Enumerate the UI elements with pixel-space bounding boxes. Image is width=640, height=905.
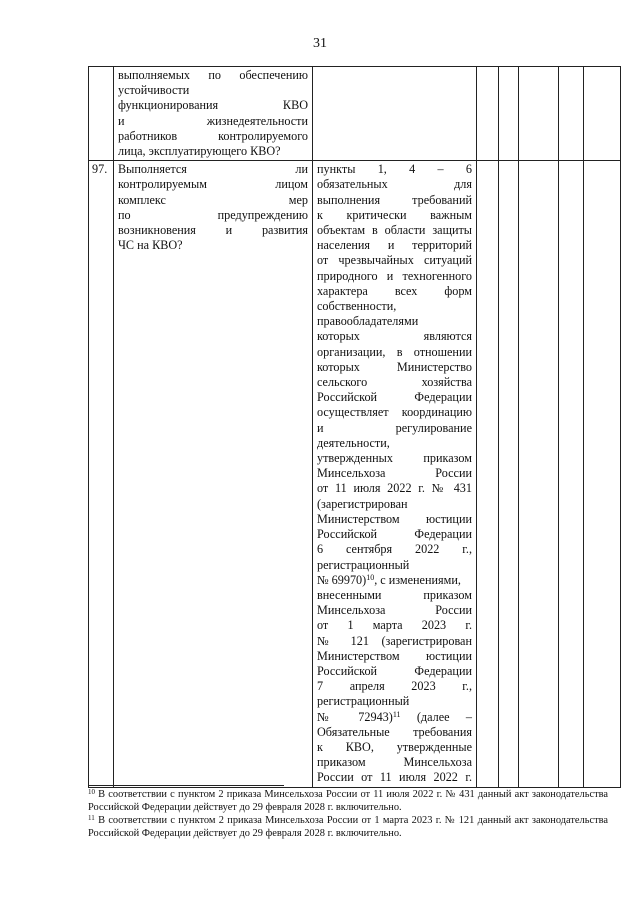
question-line: и жизнедеятельности: [118, 113, 308, 128]
question-line: выполняемых по обеспечению: [118, 68, 308, 82]
reference-cell: [559, 67, 584, 161]
table-row: [89, 67, 621, 161]
requisites-line: 6 сентября 2022 г.,: [317, 542, 472, 557]
requisites-line: [317, 710, 472, 725]
question-line: функционирования КВО: [118, 98, 308, 113]
footnote-mark: 10: [366, 572, 375, 582]
act-reference: № 69970): [317, 572, 367, 587]
requisites-line: от 1 марта 2023 г.: [317, 618, 472, 633]
requisites-line: регистрационный: [317, 694, 410, 709]
requisites-line: Российской Федерации: [317, 527, 472, 542]
footnote: [88, 788, 608, 814]
requisites-line: Министерством юстиции: [317, 648, 472, 663]
requisites-line: от 11 июля 2022 г. № 431: [317, 481, 472, 496]
requisites-line: выполнения требований: [317, 192, 472, 207]
requisites-line: внесенными приказом: [317, 587, 472, 602]
requisites-line: утвержденных приказом: [317, 451, 472, 466]
reference-cell: [559, 161, 584, 787]
question-line: Выполняется ли: [118, 162, 308, 177]
question-line: возникновения и развития: [118, 223, 308, 238]
requisites-line: 7 апреля 2023 г.,: [317, 679, 472, 694]
requisites-line: обязательных для: [317, 177, 472, 192]
requisites-line: (зарегистрирован: [317, 496, 408, 511]
question-line: контролируемым лицом: [118, 177, 308, 192]
footnote-mark: 10: [88, 788, 95, 796]
requisites-line: Министерством юстиции: [317, 511, 472, 526]
requisites-line: которых являются: [317, 329, 472, 344]
act-reference-tail: , с изменениями,: [374, 572, 461, 587]
requisites-line: которых Министерство: [317, 359, 472, 374]
requisites-line: Минсельхоза России: [317, 466, 472, 481]
requisites-block-3: [317, 725, 472, 786]
requisites-line: правообладателями: [317, 314, 419, 329]
question-line: ЧС на КВО?: [118, 238, 183, 253]
question-line: работников контролируемого: [118, 128, 308, 143]
question-line: лица, эксплуатирующего КВО?: [118, 144, 281, 159]
requisites-line: Российской Федерации: [317, 390, 472, 405]
row-number: 97.: [92, 162, 108, 177]
checklist-table: [88, 66, 621, 788]
requisites-line: [317, 573, 472, 588]
requisites-line: к КВО, утвержденные: [317, 739, 472, 754]
requisites-line: характера всех форм: [317, 283, 472, 298]
answer-na-cell: [519, 67, 559, 161]
footnote-mark: 11: [88, 814, 95, 822]
requisites-line: объектам в области защиты: [317, 223, 472, 238]
note-cell: [584, 67, 621, 161]
requisites-line: природного и техногенного: [317, 268, 472, 283]
table-row: [89, 161, 621, 787]
requisites-line: приказом Минсельхоза: [317, 755, 472, 770]
requisites-line: деятельности,: [317, 435, 390, 450]
requisites-line: и регулирование: [317, 420, 472, 435]
question-line: устойчивости: [118, 83, 190, 98]
footnote-separator: [88, 785, 284, 786]
requisites-line: собственности,: [317, 299, 397, 314]
requisites-block-2: [317, 588, 472, 710]
answer-yes-cell: [477, 67, 499, 161]
question-line: комплекс мер: [118, 192, 308, 207]
requisites-line: пункты 1, 4 – 6: [317, 162, 472, 177]
requisites-cell: [313, 67, 477, 161]
footnotes: [88, 788, 608, 840]
requisites-line: осуществляет координацию: [317, 405, 472, 420]
footnote-mark: 11: [392, 709, 401, 719]
answer-no-cell: [499, 67, 519, 161]
requisites-line: Обязательные требования: [317, 724, 472, 739]
act-reference-tail: (далее –: [400, 709, 472, 724]
requisites-cell: [313, 161, 477, 787]
requisites-line: от чрезвычайных ситуаций: [317, 253, 472, 268]
row-number-cell: [89, 161, 114, 787]
footnote-text: В соответствии с пунктом 2 приказа Минсельхоза России от 1 марта 2023 г. № 121 данный акт законодательства Российской Федерации действует до 29 февраля 2028 г. включительно.: [88, 815, 608, 839]
row-number-cell: [89, 67, 114, 161]
question-cell: [114, 161, 313, 787]
footnote-text: В соответствии с пунктом 2 приказа Минсельхоза России от 11 июля 2022 г. № 431 данный акт законодательства Российской Федерации действует до 29 февраля 2028 г. включительно.: [88, 789, 608, 813]
requisites-line: сельского хозяйства: [317, 375, 472, 390]
requisites-block-1: [317, 162, 472, 572]
requisites-line: населения и территорий: [317, 238, 472, 253]
requisites-line: Минсельхоза России: [317, 603, 472, 618]
act-reference: № 72943): [317, 709, 393, 724]
question-line: по предупреждению: [118, 207, 308, 222]
answer-yes-cell: [477, 161, 499, 787]
requisites-line: к критически важным: [317, 207, 472, 222]
page-number: 31: [313, 36, 327, 51]
footnote: [88, 814, 608, 840]
answer-no-cell: [499, 161, 519, 787]
question-cell: [114, 67, 313, 161]
note-cell: [584, 161, 621, 787]
answer-na-cell: [519, 161, 559, 787]
requisites-line: № 121 (зарегистрирован: [317, 633, 472, 648]
requisites-line: организации, в отношении: [317, 344, 472, 359]
requisites-line: России от 11 июля 2022 г.: [317, 770, 472, 785]
requisites-line: регистрационный: [317, 557, 410, 572]
requisites-line: Российской Федерации: [317, 663, 472, 678]
